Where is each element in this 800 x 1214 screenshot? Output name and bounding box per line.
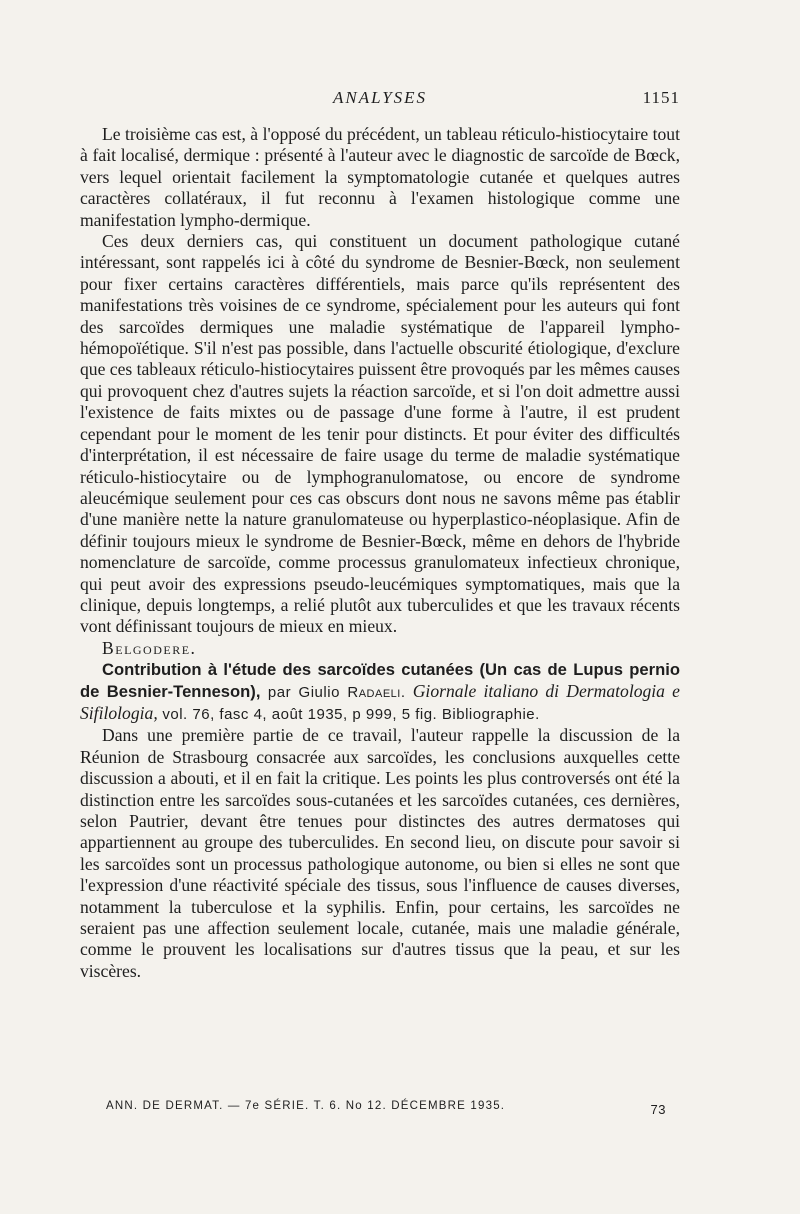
article-heading — [80, 659, 680, 725]
article-body: Dans une première partie de ce travail, l'auteur rappelle la discussion de la Réunion de Strasbourg consacrée aux sarcoïdes, les conclusions auxquelles cette discussion a abouti, et il en fait la critique. Les points les plus controversés ont été la distinction entre les sarcoïdes sous-cutanées et les sarcoïdes cutanées, ces dernières, selon Pautrier, devant être tenues pour distinctes des autres dermatoses qui appartiennent au groupe des tuberculides. En second lieu, on discute pour savoir si les sarcoïdes sont un processus pathologique autonome, ou bien si elles ne sont que l'expression d'une réactivité spéciale des tissus, sous l'influence de causes diverses, notamment la tuberculose et la syphilis. Enfin, pour certains, les sarcoïdes ne seraient pas une affection seulement locale, cutanée, mais une maladie générale, comme le prouvent les localisations sur d'autres tissus que la peau, et sur les viscères. — [80, 725, 680, 981]
article-author: Radaeli. — [347, 683, 406, 701]
article-by: par Giulio — [260, 683, 348, 701]
reviewer-signature: Belgodere. — [102, 637, 197, 658]
page-body — [80, 124, 680, 982]
running-header — [80, 88, 680, 112]
page-footer — [106, 1100, 666, 1120]
running-title: ANALYSES — [332, 88, 428, 107]
footer-citation: ANN. DE DERMAT. — 7e SÉRIE. T. 6. No 12. DÉCEMBRE 1935. — [106, 1100, 506, 1112]
article-meta: vol. 76, fasc 4, août 1935, p 999, 5 fig. Bibliographie. — [157, 705, 540, 723]
page-number: 1151 — [642, 88, 680, 107]
paragraph: Ces deux derniers cas, qui constituent un document pathologique cutané intéressant, sont rappelés ici à côté du syndrome de Besnier-Bœck, non seulement pour fixer certains caractères différentiels, mais parce qu'ils représentent des manifestations très voisines de ce syndrome, spécialement pour les auteurs qui font des sarcoïdes dermiques une maladie systématique de l'appareil lympho-hémopoïétique. S'il n'est pas possible, dans l'actuelle obscurité étiologique, d'exclure que ces tableaux réticulo-histiocytaires puissent être provoqués par les mêmes causes qui provoquent chez d'autres sujets la réaction sarcoïde, et si l'on doit admettre aussi l'existence de faits mixtes ou de passage d'une forme à l'autre, il est prudent cependant pour le moment de les tenir pour distincts. Et pour éviter des difficultés d'interprétation, il est nécessaire de faire usage du terme de maladie systématique réticulo-histiocytaire ou de lymphogranulomatose, ou encore de syndrome aleucémique seulement pour ces cas obscurs dont nous ne savons même pas établir d'une manière nette la nature granulomateuse ou hyperplastico-néoplasique. Afin de définir toujours mieux le syndrome de Besnier-Bœck, même en dehors de l'hybride nomenclature de sarcoïde, comme processus granulomateux infectieux chronique, qui peut avoir des expressions pseudo-leucémiques symptomatiques, mais que la clinique, depuis longtemps, a relié plutôt aux tuberculides et que les travaux récents vont définissant toujours de mieux en mieux. — [80, 231, 680, 637]
footer-folio: 73 — [650, 1102, 666, 1117]
article-title: Contribution à l'étude des sarcoïdes cutanées (Un cas de Lupus pernio de Besnier-Tenneson), — [80, 660, 680, 701]
paragraph: Le troisième cas est, à l'opposé du précédent, un tableau réticulo-histiocytaire tout à fait localisé, dermique : présenté à l'auteur avec le diagnostic de sarcoïde de Bœck, vers lequel orientait facilement la symptomatologie cutanée et quelques autres caractères collatéraux, il fut reconnu à l'examen histologique comme une manifestation lympho-dermique. — [80, 124, 680, 230]
article-journal: Giornale italiano di Dermatologia e Sifilologia, — [80, 680, 680, 723]
